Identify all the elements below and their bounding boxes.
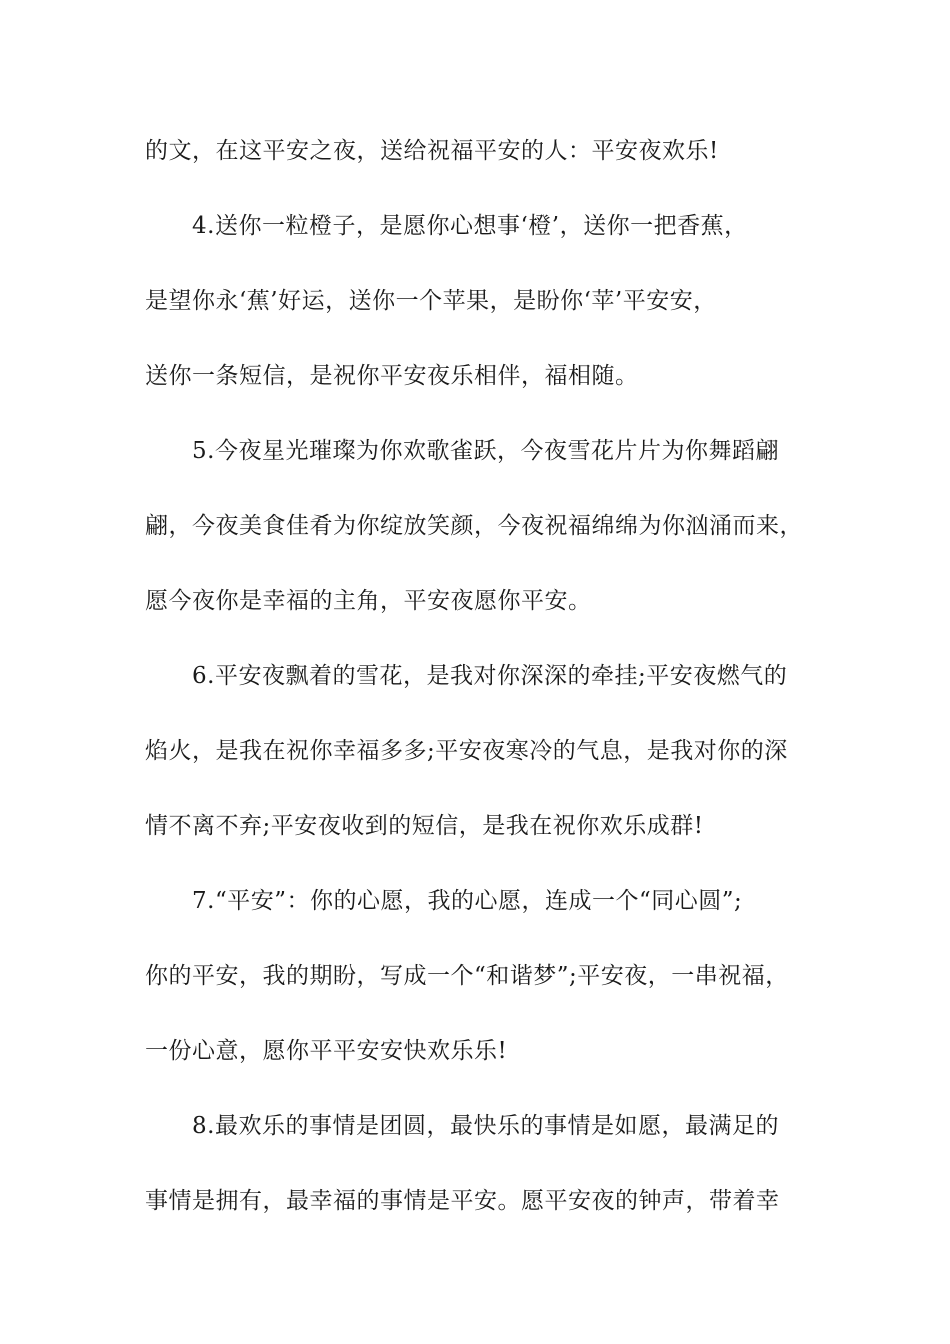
text-line: 翩，今夜美食佳肴为你绽放笑颜，今夜祝福绵绵为你汹涌而来，: [145, 513, 803, 539]
text-line: 送你一条短信，是祝你平安夜乐相伴，福相随。: [145, 363, 639, 389]
list-item-6-start: 6.平安夜飘着的雪花，是我对你深深的牵挂;平安夜燃气的: [192, 663, 788, 689]
list-item-8-start: 8.最欢乐的事情是团圆，最快乐的事情是如愿，最满足的: [192, 1113, 779, 1139]
text-line: 情不离不弃;平安夜收到的短信，是我在祝你欢乐成群!: [145, 813, 704, 839]
list-item-5-start: 5.今夜星光璀璨为你欢歌雀跃，今夜雪花片片为你舞蹈翩: [192, 438, 779, 464]
text-line: 是望你永‘蕉’好运，送你一个苹果，是盼你‘苹’平安安，: [145, 288, 717, 314]
text-line: 愿今夜你是幸福的主角，平安夜愿你平安。: [145, 588, 592, 614]
text-line: 的文，在这平安之夜，送给祝福平安的人：平安夜欢乐!: [145, 138, 719, 164]
text-line: 你的平安，我的期盼，写成一个“和谐梦”;平安夜，一串祝福，: [145, 963, 789, 989]
text-line: 一份心意，愿你平平安安快欢乐乐!: [145, 1038, 508, 1064]
list-item-7-start: 7.“平安”：你的心愿，我的心愿，连成一个“同心圆”;: [192, 888, 743, 914]
list-item-4-start: 4.送你一粒橙子，是愿你心想事‘橙’，送你一把香蕉，: [192, 213, 748, 239]
text-line: 事情是拥有，最幸福的事情是平安。愿平安夜的钟声，带着幸: [145, 1188, 780, 1214]
text-line: 焰火，是我在祝你幸福多多;平安夜寒冷的气息，是我对你的深: [145, 738, 788, 764]
